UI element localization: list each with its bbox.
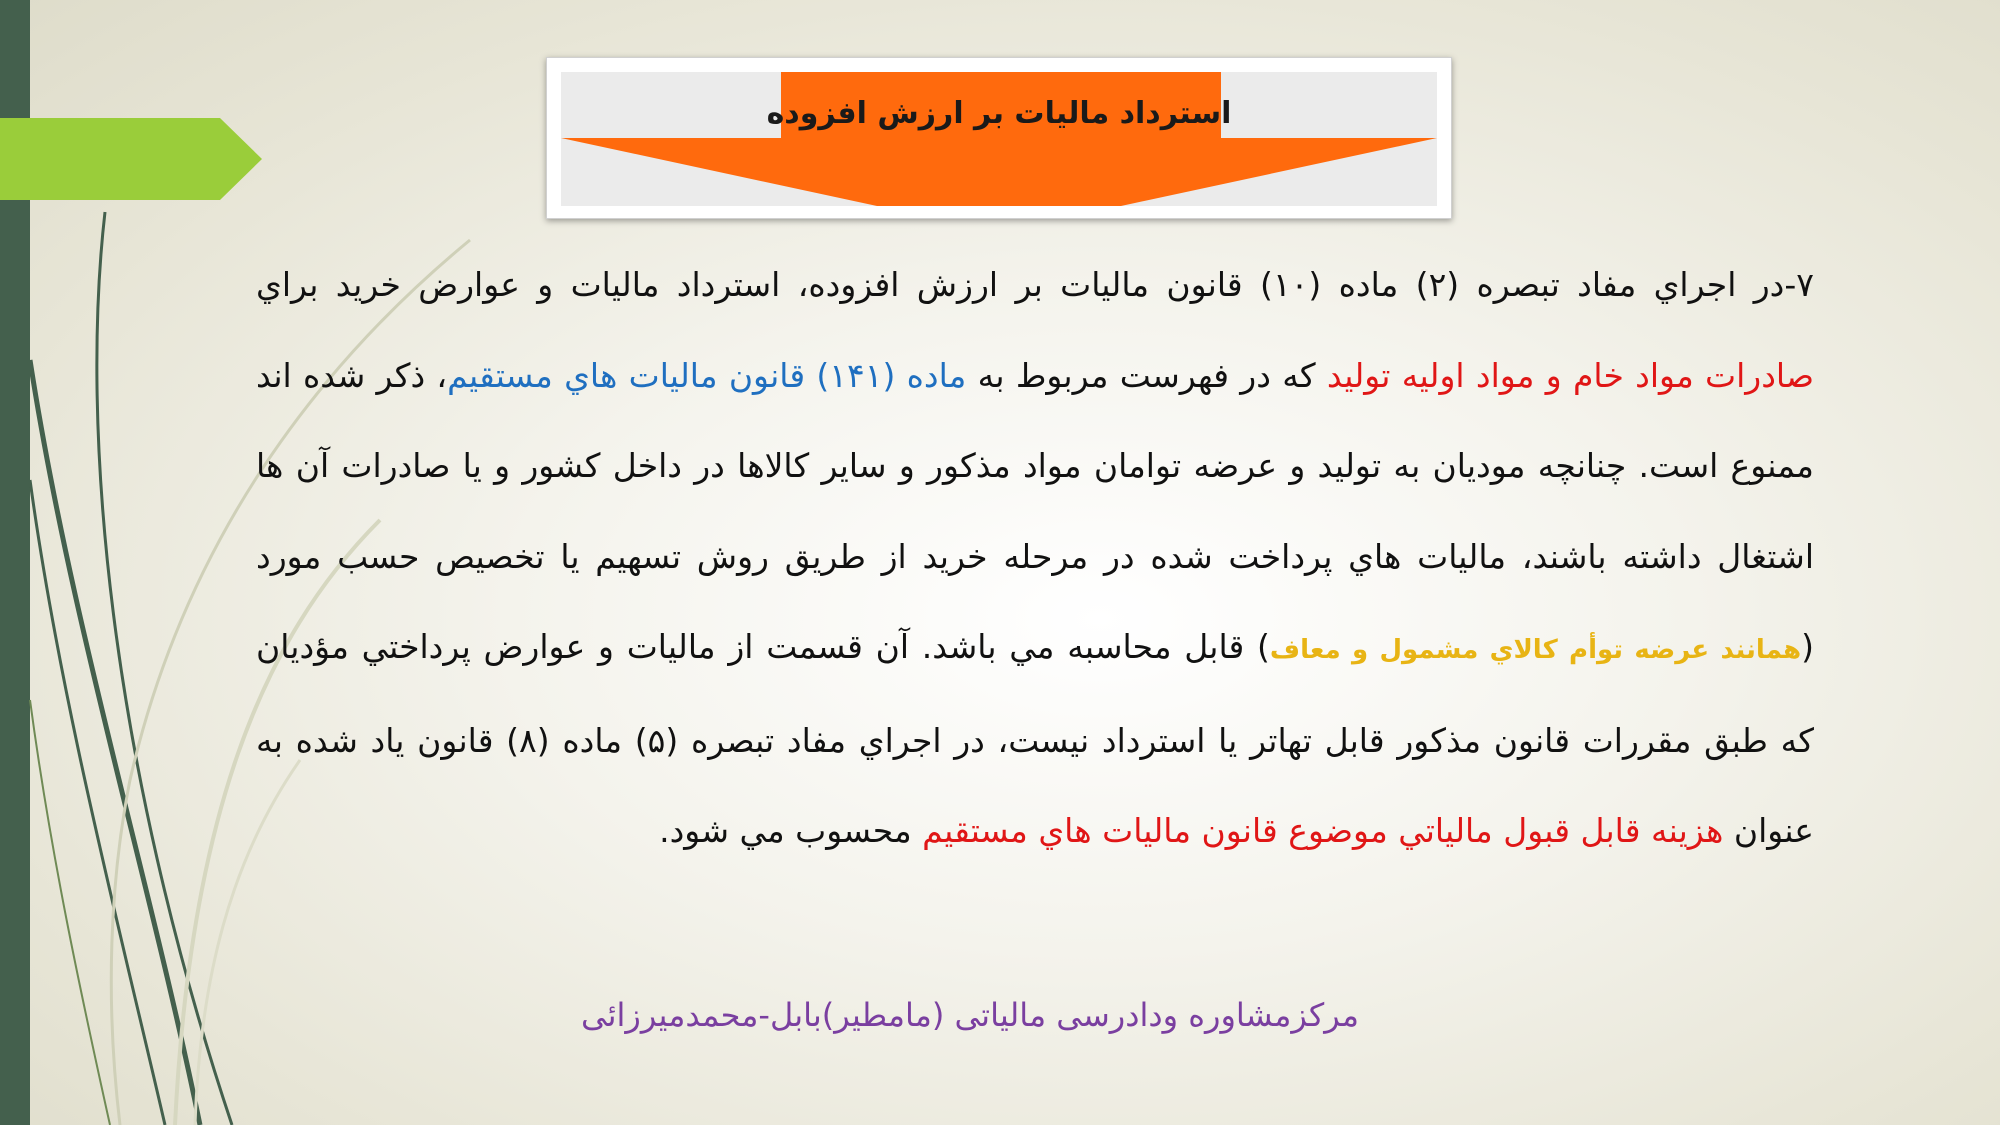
paragraph-segment-highlight-gold: همانند عرضه توأم كالاي مشمول و معاف — [1269, 635, 1802, 665]
green-arrow-icon — [0, 118, 262, 200]
paragraph-segment: ۷-در اجراي مفاد تبصره (۲) ماده (۱۰) قانون ماليات بر ارزش افزوده، استرداد ماليات و عوارض خريد براي — [256, 265, 1814, 304]
down-arrow-shape — [561, 72, 1437, 206]
paragraph-segment: محسوب مي شود. — [659, 811, 923, 850]
body-paragraph — [256, 240, 1814, 877]
paragraph-segment-highlight-red: صادرات مواد خام و مواد اوليه توليد — [1326, 355, 1814, 395]
slide-title: استرداد ماليات بر ارزش افزوده — [766, 96, 1232, 131]
paragraph-segment: ) قابل محاسبه مي باشد. آن قسمت از ماليات و عوارض پرداختي مؤديان كه طبق مقررات قانون مذكور قابل تهاتر يا استرداد نيست، در اجراي مفاد تبصره (۵) ماده (۸) قانون ياد شده به عنوان — [256, 627, 1814, 850]
title-banner — [546, 57, 1452, 219]
paragraph-segment-highlight-red: هزينه قابل قبول مالياتي موضوع قانون ماليات هاي مستقيم — [922, 811, 1724, 850]
paragraph-segment: كه در فهرست مربوط به — [966, 355, 1327, 395]
paragraph-segment: ، ذكر شده اند ممنوع است. چنانچه موديان به توليد و عرضه توامان مواد مذكور و ساير كالاها در داخل كشور و يا صادرات آن ها اشتغال داشته باشند، ماليات هاي پرداخت شده در مرحله خريد از طريق روش تسهيم يا تخصيص حسب مورد ( — [256, 355, 1814, 666]
footer-credit: مرکزمشاوره ودادرسی مالیاتی (مامطیر)بابل-محمدمیرزائی — [580, 996, 1360, 1034]
title-banner-inner — [561, 72, 1437, 206]
paragraph-segment-highlight-blue: ماده (۱۴۱) قانون ماليات هاي مستقيم — [447, 355, 967, 395]
